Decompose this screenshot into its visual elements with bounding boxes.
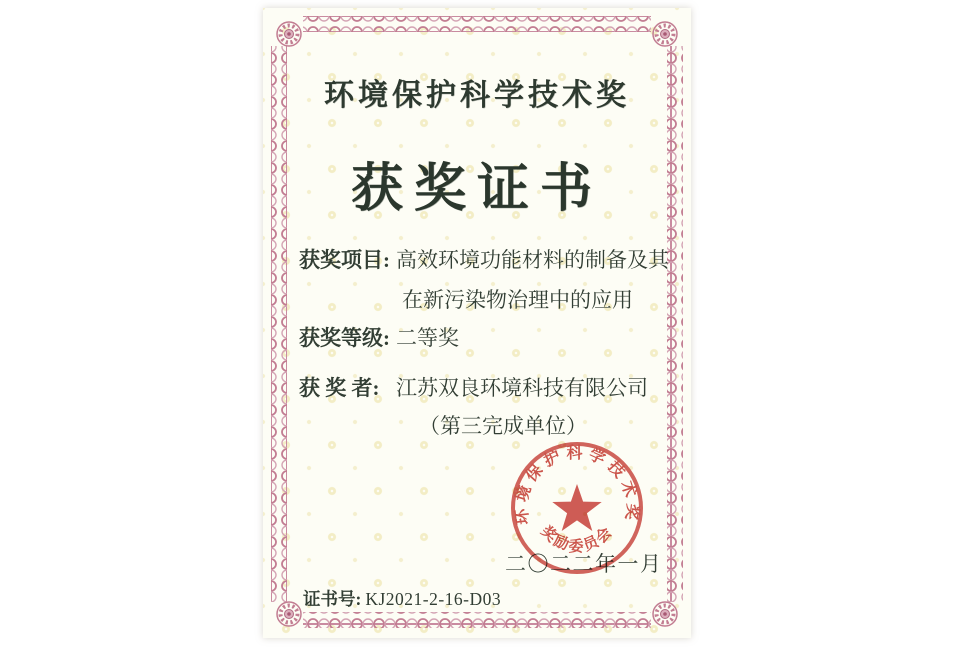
issue-date: 二〇二二年一月 — [505, 552, 663, 576]
border-right-chain — [667, 46, 683, 602]
certificate — [263, 8, 691, 638]
certificate-number-label: 证书号: — [303, 589, 362, 609]
field-grade-value: 二等奖 — [396, 326, 459, 350]
field-awardee-label: 获 奖 者: — [299, 376, 380, 400]
seal-banner-text: 奖励委员会 — [537, 523, 617, 555]
seal-ring-text: 环境保护科学技术奖 — [513, 444, 641, 526]
seal-star-icon — [552, 484, 601, 531]
field-project-value: 高效环境功能材料的制备及其 — [396, 248, 669, 272]
field-project-label: 获奖项目: — [299, 248, 390, 272]
certificate-number — [303, 586, 501, 611]
field-project-value-line2: 在新污染物治理中的应用 — [402, 288, 633, 312]
corner-rosette-icon — [277, 602, 301, 626]
field-awardee — [299, 372, 648, 402]
border-top-chain — [303, 16, 651, 32]
official-seal — [505, 436, 649, 580]
certificate-number-value: KJ2021-2-16-D03 — [365, 589, 502, 609]
corner-rosette-icon — [277, 22, 301, 46]
field-grade — [299, 322, 459, 352]
border-left-chain — [271, 46, 287, 602]
certificate-title: 获奖证书 — [350, 161, 603, 218]
corner-rosette-icon — [653, 602, 677, 626]
corner-rosette-icon — [653, 22, 677, 46]
field-awardee-value: 江苏双良环境科技有限公司 — [396, 376, 648, 400]
border-bottom-chain — [303, 612, 651, 628]
field-grade-label: 获奖等级: — [299, 326, 390, 350]
award-name-title: 环境保护科学技术奖 — [324, 79, 630, 112]
field-awardee-note: （第三完成单位） — [419, 414, 587, 438]
field-project — [299, 244, 669, 274]
